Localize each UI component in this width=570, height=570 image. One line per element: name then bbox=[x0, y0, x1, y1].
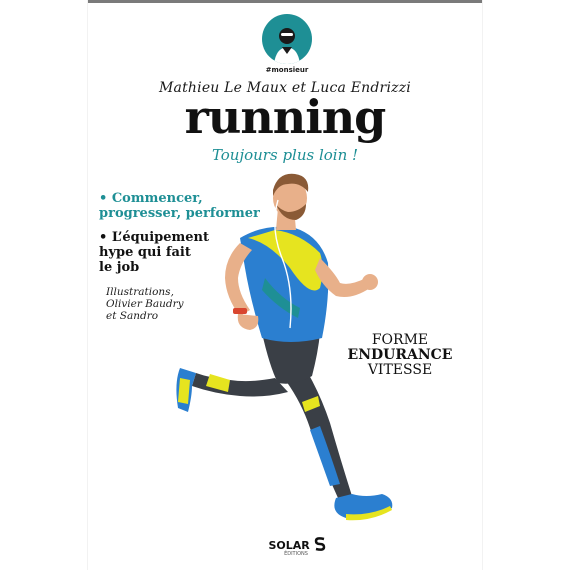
solar-s-icon bbox=[314, 537, 326, 551]
book-subtitle: Toujours plus loin ! bbox=[211, 146, 359, 164]
publisher-logo: SOLAR bbox=[262, 537, 332, 552]
publisher-sub: ÉDITIONS bbox=[284, 551, 308, 557]
illustrators-credit: Illustrations, Olivier Baudry et Sandro bbox=[106, 286, 184, 322]
tagline: FORME ENDURANCE VITESSE bbox=[347, 332, 453, 378]
authors: Mathieu Le Maux et Luca Endrizzi bbox=[159, 80, 411, 96]
top-edge bbox=[88, 0, 482, 3]
bullet-equipment: • L’équipement hype qui fait le job bbox=[99, 230, 209, 275]
badge-label: #monsieur bbox=[265, 66, 309, 74]
book-title: running bbox=[184, 90, 386, 144]
bullet-start: • Commencer, progresser, performer bbox=[99, 191, 260, 221]
monsieur-badge-icon bbox=[262, 14, 312, 64]
